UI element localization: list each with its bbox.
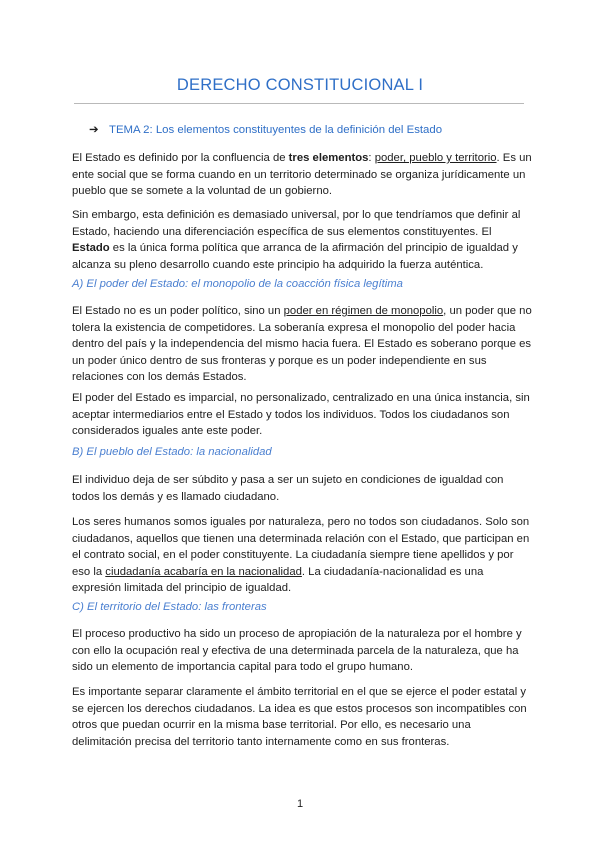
arrow-icon: ➔ (89, 124, 99, 136)
paragraph-1-colon: : (368, 152, 375, 164)
page-number: 1 (296, 798, 304, 810)
paragraph-1-rest: . Es un ente social que se forma cuando en un territorio determinado se organiza jurídicamente un pueblo que se somete a la voluntad de un gobierno. (72, 152, 532, 197)
paragraph-5: El individuo deja de ser súbdito y pasa a ser un sujeto en condiciones de igualdad con todos los demás y es llamado ciudadano. (72, 474, 504, 503)
title-divider (74, 103, 524, 104)
paragraph-3-rest: , un poder que no tolera la existencia de competidores. La soberanía expresa el monopolio del poder hacia dentro del país y la independencia del mismo hacia fuera. El Estado es soberano porque es un poder único dentro de sus fronteras y porque es un poder independiente en sus relaciones con los demás Estados. (72, 305, 532, 383)
paragraph-8: Es importante separar claramente el ámbito territorial en el que se ejerce el poder estatal y se ejercen los derechos ciudadanos. La idea es que estos procesos son incompatibles con otros que puedan ocurrir en la misma base territorial. Por ello, es necesario una delimitación precisa del territorio tanto internamente como en sus fronteras. (72, 686, 527, 748)
section-a-heading: A) El poder del Estado: el monopolio de la coacción física legítima (72, 278, 403, 290)
paragraph-4: El poder del Estado es imparcial, no personalizado, centralizado en una única instancia, sin aceptar intermediarios entre el Estado y todos los individuos. Todos los ciudadanos son considerados iguales ante este poder. (72, 392, 530, 437)
underlined-term: poder, pueblo y territorio (374, 152, 497, 164)
underlined-term: ciudadanía acabaría en la nacionalidad (105, 565, 302, 578)
paragraph-6-text: Los seres humanos somos iguales por naturaleza, pero no todos son ciudadanos. Solo son ciudadanos, aquellos que tienen una determinada relación con el Estado, que participan en el contrato social, en el poder constituyente. La ciudadanía siempre tiene apellidos y por eso la (72, 516, 530, 578)
bold-term: Estado (72, 242, 110, 254)
paragraph-2-text: Sin embargo, esta definición es demasiado universal, por lo que tendríamos que definir al Estado, haciendo una diferenciación específica de sus elementos constituyentes. El (72, 209, 521, 238)
paragraph-3-text: El Estado no es un poder político, sino un (72, 305, 284, 317)
paragraph-3 (72, 303, 532, 386)
bold-term: tres elementos (288, 152, 369, 164)
paragraph-6 (72, 514, 532, 597)
document-title: DERECHO CONSTITUCIONAL I (176, 76, 424, 94)
tema-heading (89, 122, 529, 136)
paragraph-2-rest: es la única forma política que arranca de la afirmación del principio de igualdad y alcanza su pleno desarrollo cuando este principio ha adquirido la fuerza auténtica. (72, 242, 518, 271)
paragraph-1-text: El Estado es definido por la confluencia de (72, 152, 289, 164)
underlined-term: poder en régimen de monopolio (283, 305, 444, 317)
section-c-heading: C) El territorio del Estado: las fronteras (72, 601, 267, 613)
section-b-heading: B) El pueblo del Estado: la nacionalidad (72, 446, 272, 458)
tema-heading-text: TEMA 2: Los elementos constituyentes de la definición del Estado (109, 124, 443, 136)
paragraph-2 (72, 207, 532, 273)
paragraph-1 (72, 150, 532, 200)
paragraph-7: El proceso productivo ha sido un proceso de apropiación de la naturaleza por el hombre y con ello la ocupación real y efectiva de una determinada parcela de la naturaleza, que ha sido un elemento de importancia capital para todo el grupo humano. (72, 628, 522, 673)
paragraph-6-rest: . La ciudadanía-nacionalidad es una expresión limitada del principio de igualdad. (72, 565, 484, 594)
